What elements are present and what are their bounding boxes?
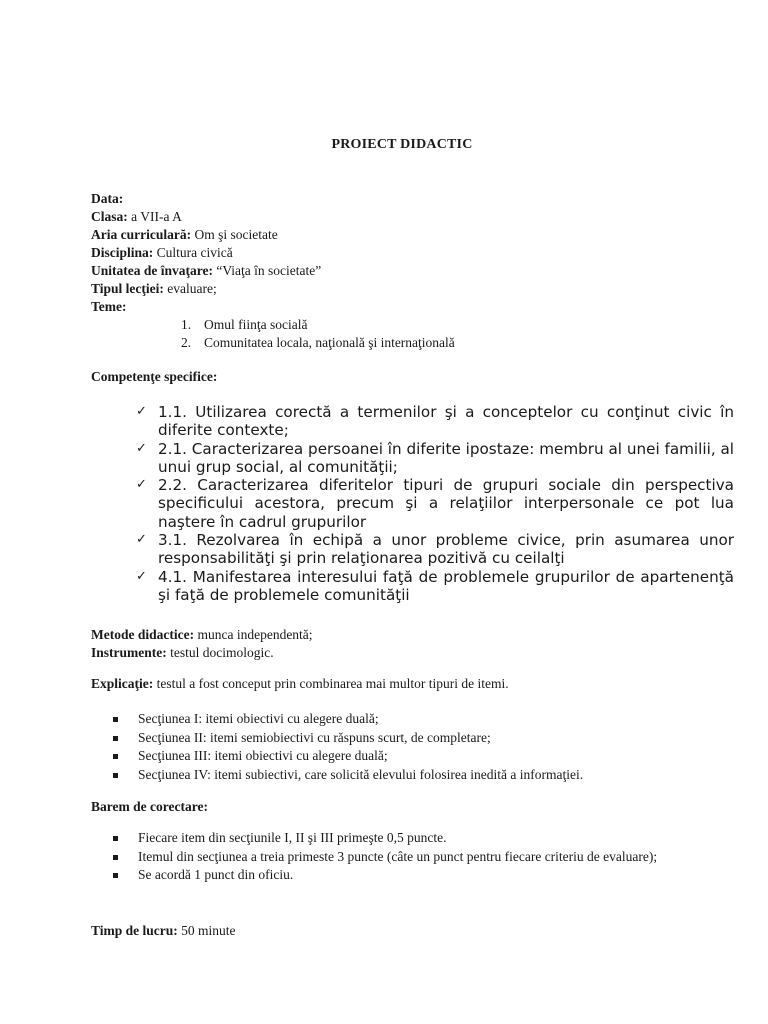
- competenta-item: [136, 440, 734, 477]
- list-item: [113, 747, 713, 766]
- square-bullet-icon: [113, 754, 118, 759]
- explicatie-value: testul a fost conceput prin combinarea mai multor tipuri de itemi.: [153, 676, 509, 691]
- info-clasa: [91, 208, 455, 226]
- barem-list: [113, 829, 713, 885]
- unitatea-value: “Viaţa în societate”: [212, 263, 322, 278]
- competenta-text: 4.1. Manifestarea interesului faţă de problemele grupurilor de apartenenţă şi faţă de problemele comunităţii: [158, 567, 734, 604]
- metode-label: Metode didactice:: [91, 627, 195, 642]
- clasa-value: a VII-a A: [127, 209, 182, 224]
- list-item-text: Secţiunea I: itemi obiectivi cu alegere duală;: [138, 711, 379, 726]
- aria-label: Aria curriculară:: [91, 227, 192, 242]
- check-icon: ✓: [136, 568, 147, 584]
- sectiuni-list: [113, 710, 713, 784]
- square-bullet-icon: [113, 855, 118, 860]
- list-item-text: Itemul din secţiunea a treia primeste 3 puncte (câte un punct pentru fiecare criteriu de evaluare);: [138, 848, 658, 864]
- lesson-info: [91, 190, 455, 352]
- competenta-text: 2.1. Caracterizarea persoanei în diferite ipostaze: membru al unei familii, al unui grup social, al comunităţii;: [158, 439, 734, 476]
- competenta-item: [136, 476, 734, 531]
- competenta-text: 2.2. Caracterizarea diferitelor tipuri de grupuri sociale din perspectiva specificului acestora, precum şi a relaţiilor interpersonale ce pot lua naştere în cadrul grupurilor: [158, 476, 734, 531]
- check-icon: ✓: [136, 477, 147, 493]
- competenta-item: [136, 403, 734, 440]
- disciplina-label: Disciplina:: [91, 245, 154, 260]
- list-item-text: Fiecare item din secţiunile I, II şi III primeşte 0,5 puncte.: [138, 830, 447, 845]
- list-item: [91, 316, 455, 334]
- square-bullet-icon: [113, 836, 118, 841]
- list-number: 2.: [181, 335, 192, 350]
- aria-value: Om şi societate: [191, 227, 278, 242]
- list-number: 1.: [181, 317, 192, 332]
- explicatie-paragraph: [91, 675, 509, 693]
- clasa-label: Clasa:: [91, 209, 128, 224]
- list-item: [113, 710, 713, 729]
- info-aria: [91, 226, 455, 244]
- info-teme: [91, 298, 455, 316]
- instrumente-label: Instrumente:: [91, 645, 167, 660]
- barem-heading: Barem de corectare:: [91, 799, 208, 814]
- square-bullet-icon: [113, 873, 118, 878]
- square-bullet-icon: [113, 773, 118, 778]
- info-unitatea: [91, 262, 455, 280]
- data-label: Data:: [91, 191, 124, 206]
- instrumente-row: [91, 644, 313, 662]
- list-item: [113, 766, 713, 785]
- competenta-item: [136, 531, 734, 568]
- list-item-text: Secţiunea III: itemi obiectivi cu alegere duală;: [138, 748, 388, 763]
- timp-value: 50 minute: [177, 923, 236, 938]
- tipul-label: Tipul lecţiei:: [91, 281, 164, 296]
- list-item-text: Secţiunea II: itemi semiobiectivi cu răspuns scurt, de completare;: [138, 729, 491, 745]
- teme-label: Teme:: [91, 299, 127, 314]
- square-bullet-icon: [113, 717, 118, 722]
- competenta-item: [136, 568, 734, 605]
- competenta-text: 3.1. Rezolvarea în echipă a unor probleme civice, prin asumarea unor responsabilităţi şi prin relaţionarea pozitivă cu ceilalţi: [158, 531, 734, 568]
- list-item: [113, 866, 713, 885]
- unitatea-label: Unitatea de învaţare:: [91, 263, 213, 278]
- disciplina-value: Cultura civică: [153, 245, 233, 260]
- teme-list: [91, 316, 455, 352]
- check-icon: ✓: [136, 440, 147, 456]
- info-tipul: [91, 280, 455, 298]
- document-title: PROIECT DIDACTIC: [331, 137, 473, 152]
- check-icon: ✓: [136, 404, 147, 419]
- timp-paragraph: [91, 922, 236, 940]
- instrumente-value: testul docimologic.: [166, 645, 274, 660]
- check-icon: ✓: [136, 532, 147, 548]
- metode-value: munca independentă;: [194, 627, 313, 642]
- timp-label: Timp de lucru:: [91, 923, 178, 938]
- list-item-text: Se acordă 1 punct din oficiu.: [138, 867, 294, 882]
- list-item-text: Comunitatea locala, naţională şi internaţională: [204, 335, 455, 350]
- list-item-text: Omul fiinţa socială: [204, 317, 308, 332]
- list-item-text: Secţiunea IV: itemi subiectivi, care solicită elevului folosirea inedită a informaţiei.: [138, 766, 584, 782]
- explicatie-label: Explicaţie:: [91, 676, 154, 691]
- competente-list: [136, 403, 758, 604]
- metode-row: [91, 626, 313, 644]
- list-item: [113, 829, 713, 848]
- document-page: [91, 0, 734, 1024]
- square-bullet-icon: [113, 736, 118, 741]
- competenta-text: 1.1. Utilizarea corectă a termenilor şi a conceptelor cu conţinut civic în diferite contexte;: [158, 403, 734, 440]
- metode-paragraph: [91, 626, 313, 662]
- info-data: [91, 190, 455, 208]
- list-item: [113, 729, 713, 748]
- tipul-value: evaluare;: [163, 281, 217, 296]
- list-item: [113, 848, 713, 867]
- info-disciplina: [91, 244, 455, 262]
- competente-heading: Competenţe specifice:: [91, 369, 218, 384]
- list-item: [91, 334, 455, 352]
